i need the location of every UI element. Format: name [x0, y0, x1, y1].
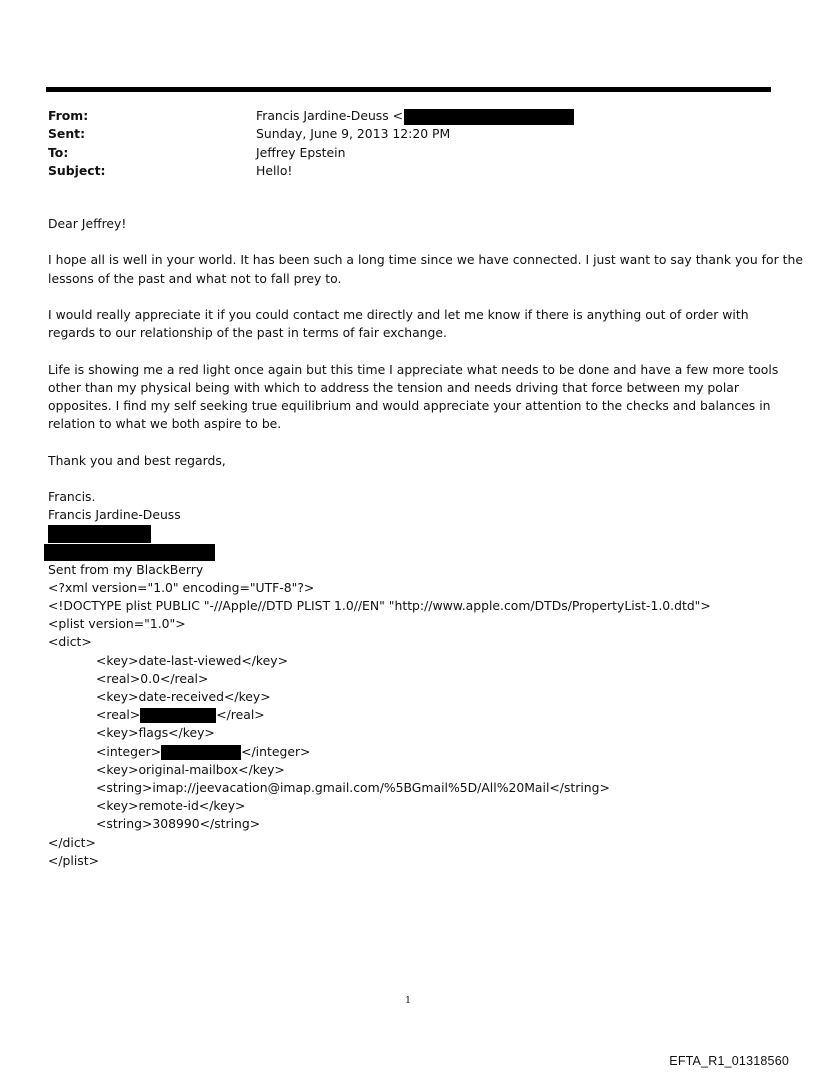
- plist-line: </dict>: [48, 834, 96, 850]
- to-row: [48, 144, 768, 162]
- plist-line: [48, 706, 773, 724]
- paragraph-line: opposites. I find my self seeking true equilibrium and would appreciate your attention to the checks and balances in: [48, 397, 771, 413]
- from-value: [256, 107, 768, 125]
- plist-line: <string>308990</string>: [96, 816, 261, 832]
- email-header: [48, 107, 768, 180]
- paragraph-line: lessons of the past and what not to fall prey to.: [48, 270, 342, 286]
- sent-value: Sunday, June 9, 2013 12:20 PM: [256, 126, 451, 142]
- plist-line: <dict>: [48, 634, 92, 650]
- plist-line: <!DOCTYPE plist PUBLIC "-//Apple//DTD PLIST 1.0//EN" "http://www.apple.com/DTDs/PropertyList-1.0.dtd">: [48, 598, 711, 614]
- sent-label: Sent:: [48, 126, 86, 142]
- plist-block: [48, 579, 773, 870]
- signature-name: Francis Jardine-Deuss: [48, 507, 181, 523]
- plist-line: <key>remote-id</key>: [96, 798, 246, 814]
- paragraph-3: [48, 361, 779, 434]
- plist-line: <key>flags</key>: [96, 725, 215, 741]
- redaction-box: [404, 109, 574, 125]
- plist-line: [48, 743, 773, 761]
- greeting: Dear Jeffrey!: [48, 216, 127, 231]
- subject-label: Subject:: [48, 162, 106, 178]
- plist-tag-close: </real>: [216, 707, 265, 723]
- redaction-box: [48, 525, 151, 543]
- from-name: Francis Jardine-Deuss <: [256, 108, 404, 123]
- from-label: From:: [48, 108, 89, 123]
- bates-number: EFTA_R1_01318560: [669, 1054, 789, 1068]
- paragraph-line: regards to our relationship of the past in terms of fair exchange.: [48, 325, 447, 341]
- plist-line: <key>date-last-viewed</key>: [96, 652, 288, 668]
- email-body: [48, 215, 803, 870]
- plist-line: <key>date-received</key>: [96, 689, 271, 705]
- to-label: To:: [48, 144, 69, 160]
- subject-value: Hello!: [256, 162, 293, 178]
- redaction-box: [140, 708, 216, 723]
- redaction-box: [44, 544, 215, 561]
- to-value: Jeffrey Epstein: [256, 144, 346, 160]
- plist-line: <real>0.0</real>: [96, 670, 209, 686]
- sent-from-line: Sent from my BlackBerry: [48, 561, 204, 577]
- paragraph-line: I hope all is well in your world. It has been such a long time since we have connected. I just want to say thank you for the: [48, 252, 803, 268]
- signoff: Francis.: [48, 488, 96, 504]
- plist-tag-open: <integer>: [96, 743, 162, 759]
- page-number: 1: [404, 995, 412, 1006]
- paragraph-line: Life is showing me a red light once again but this time I appreciate what needs to be done and have a few more tools: [48, 361, 779, 377]
- closing: Thank you and best regards,: [48, 452, 226, 468]
- paragraph-2: [48, 306, 773, 342]
- signature-redacted-line: [48, 543, 773, 561]
- sent-row: [48, 125, 768, 143]
- paragraph-line: relation to what we both aspire to be.: [48, 416, 282, 432]
- redaction-box: [161, 745, 241, 760]
- paragraph-line: I would really appreciate it if you could contact me directly and let me know if there is anything out of order with: [48, 306, 749, 322]
- signature-redacted-line: [48, 524, 773, 542]
- plist-line: <string>imap://jeevacation@imap.gmail.com/%5BGmail%5D/All%20Mail</string>: [96, 779, 610, 795]
- plist-line: <key>original-mailbox</key>: [96, 761, 285, 777]
- plist-tag-open: <real>: [96, 707, 141, 723]
- plist-line: <plist version="1.0">: [48, 616, 186, 632]
- from-row: [48, 107, 768, 125]
- plist-tag-close: </integer>: [241, 743, 311, 759]
- plist-line: </plist>: [48, 852, 100, 868]
- paragraph-line: other than my physical being with which to address the tension and needs driving that force between my polar: [48, 379, 739, 395]
- subject-row: [48, 162, 768, 180]
- signature-block: [48, 488, 773, 579]
- plist-line: <?xml version="1.0" encoding="UTF-8"?>: [48, 579, 315, 595]
- paragraph-1: [48, 251, 803, 287]
- header-rule: [46, 87, 771, 92]
